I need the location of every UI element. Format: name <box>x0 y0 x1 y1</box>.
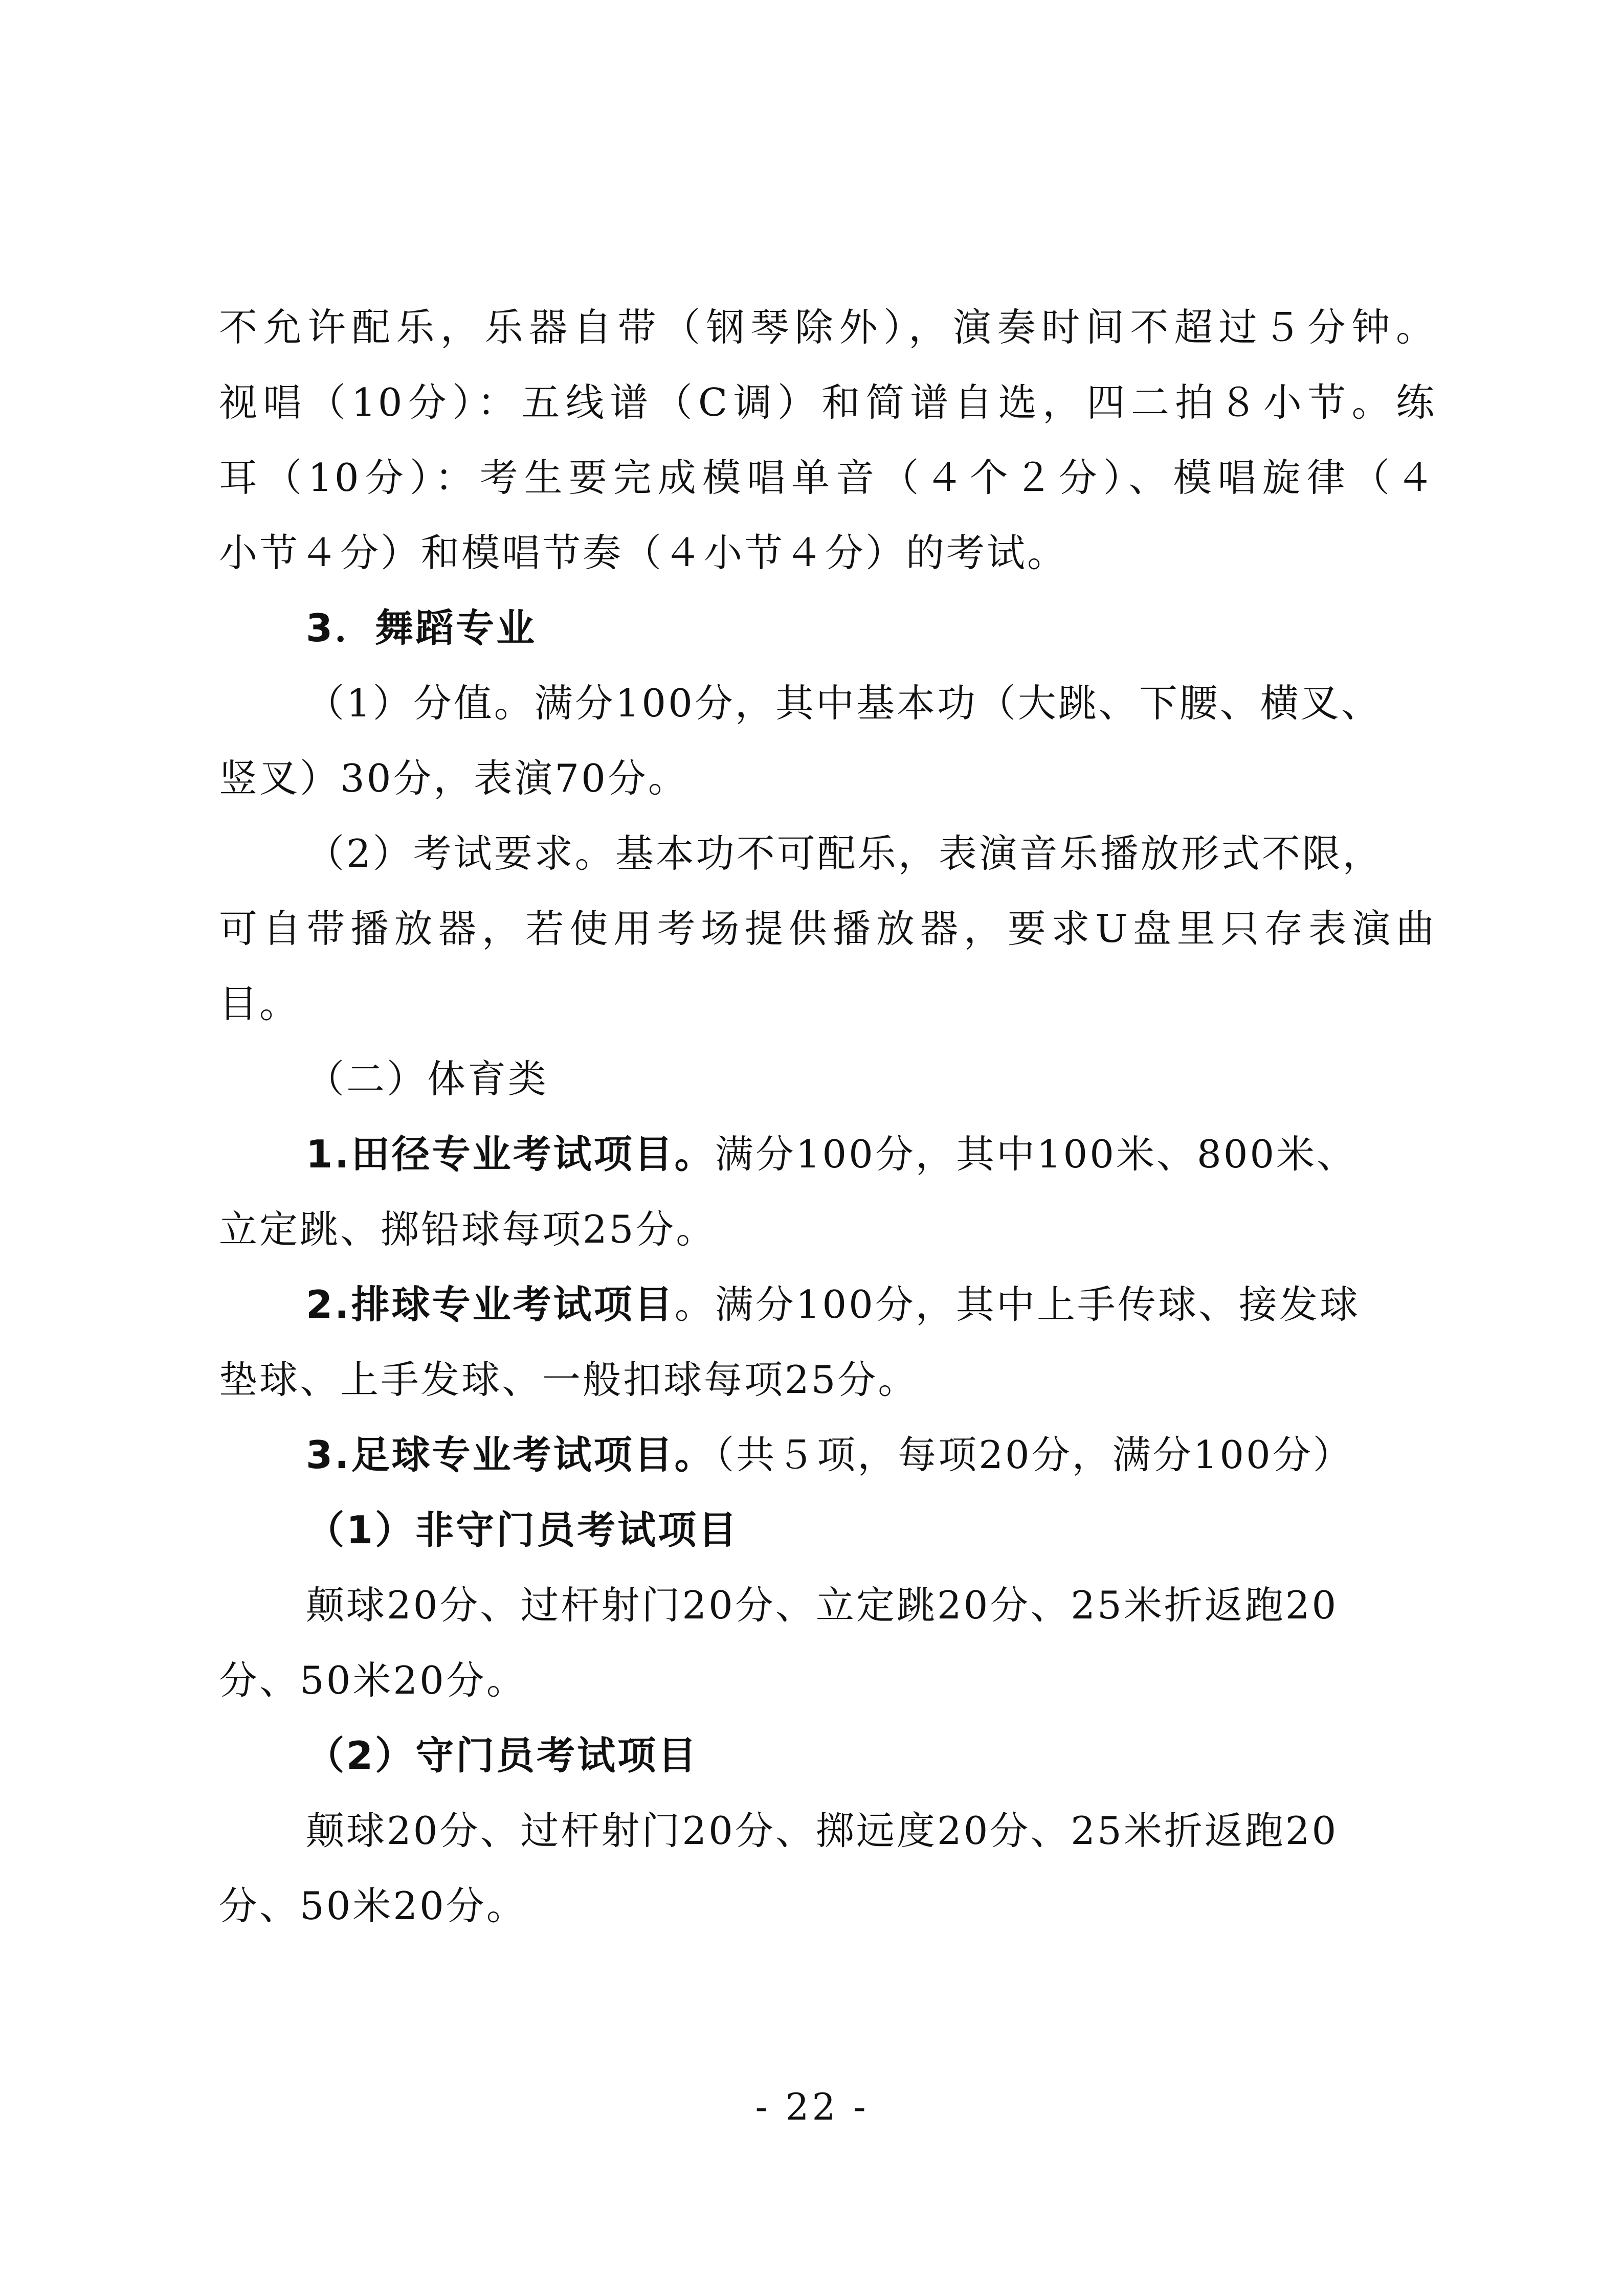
volleyball-title: 2.排球专业考试项目 <box>306 1282 675 1327</box>
volleyball-line-1 <box>306 1279 1523 1330</box>
music-text-line-1: 不允许配乐，乐器自带（钢琴除外），演奏时间不超过５分钟。 <box>219 305 1436 350</box>
goalkeeper-heading: （2）守门员考试项目 <box>306 1733 699 1778</box>
dance-score-line-1: （1）分值。满分100分，其中基本功（大跳、下腰、横叉、 <box>306 681 1382 726</box>
dance-requirements-line-1: （2）考试要求。基本功不可配乐，表演音乐播放形式不限， <box>306 831 1383 876</box>
non-goalkeeper-line-1: 颠球20分、过杆射门20分、立定跳20分、25米折返跑20 <box>306 1583 1339 1628</box>
dance-score-line-2: 竖叉）30分，表演70分。 <box>219 756 688 801</box>
page-number: - 22 - <box>755 2085 869 2128</box>
non-goalkeeper-line-2: 分、50米20分。 <box>219 1658 527 1703</box>
music-text-line-3: 耳（10分）：考生要完成模唱单音（４个２分）、模唱旋律（４ <box>219 455 1436 500</box>
football-details: （共５项，每项20分，满分100分） <box>715 1432 1353 1477</box>
dance-heading: 3．舞蹈专业 <box>306 605 537 650</box>
track-details: 满分100分，其中100米、800米、 <box>715 1132 1358 1177</box>
music-text-line-2: 视唱（10分）：五线谱（C调）和简谱自选，四二拍８小节。练 <box>219 380 1436 425</box>
track-line-1 <box>306 1129 1523 1180</box>
dance-requirements-line-3: 目。 <box>219 981 300 1026</box>
non-goalkeeper-heading: （1）非守门员考试项目 <box>306 1507 739 1552</box>
volleyball-line-2: 垫球、上手发球、一般扣球每项25分。 <box>219 1357 919 1402</box>
sports-heading: （二）体育类 <box>306 1056 549 1101</box>
goalkeeper-line-1: 颠球20分、过杆射门20分、掷远度20分、25米折返跑20 <box>306 1808 1339 1853</box>
goalkeeper-line-2: 分、50米20分。 <box>219 1883 527 1928</box>
music-text-line-4: 小节４分）和模唱节奏（４小节４分）的考试。 <box>219 530 1068 575</box>
track-line-2: 立定跳、掷铅球每项25分。 <box>219 1207 717 1252</box>
football-title: 3.足球专业考试项目。 <box>306 1432 715 1477</box>
dance-requirements-line-2: 可自带播放器，若使用考场提供播放器，要求U盘里只存表演曲 <box>219 906 1436 951</box>
football-line-1 <box>306 1429 1523 1480</box>
track-title: 1.田径专业考试项目。 <box>306 1132 715 1177</box>
volleyball-details: 。满分100分，其中上手传球、接发球 <box>674 1282 1360 1327</box>
